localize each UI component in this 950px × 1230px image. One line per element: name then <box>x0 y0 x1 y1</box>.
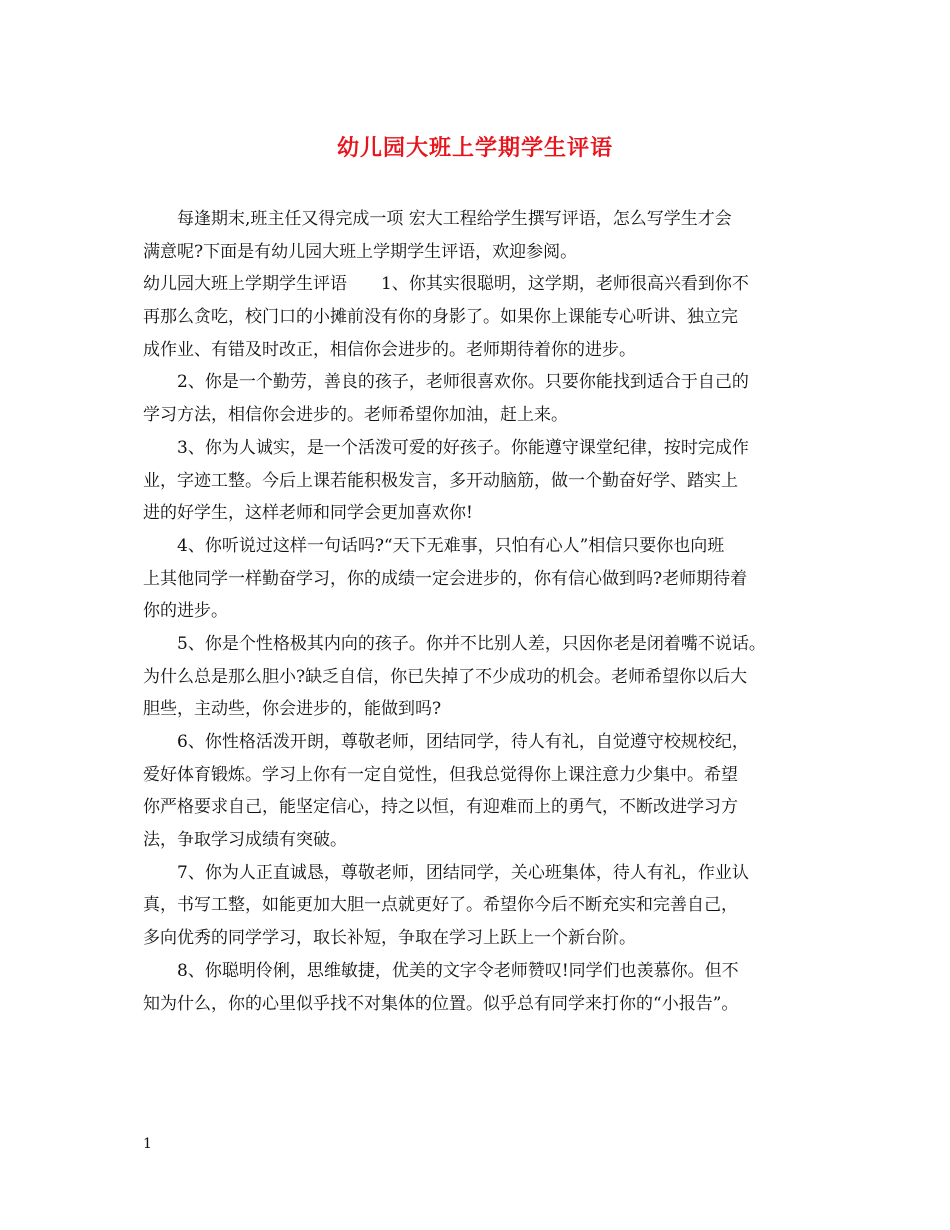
body-line: 真，书写工整，如能更加大胆一点就更好了。希望你今后不断充实和完善自己， <box>143 895 738 916</box>
body-line: 7、你为人正直诚恳，尊敬老师，团结同学，关心班集体，待人有礼，作业认 <box>143 862 749 883</box>
body-line: 5、你是个性格极其内向的孩子。你并不比别人差，只因你老是闭着嘴不说话。 <box>143 633 766 654</box>
body-line: 每逢期末,班主任又得完成一项 宏大工程给学生撰写评语，怎么写学生才会 <box>143 209 732 229</box>
document-title: 幼儿园大班上学期学生评语 <box>336 135 613 161</box>
body-line: 多向优秀的同学学习，取长补短，争取在学习上跃上一个新台阶。 <box>143 928 636 949</box>
body-line: 法，争取学习成绩有突破。 <box>143 830 347 851</box>
body-line: 6、你性格活泼开朗，尊敬老师，团结同学，待人有礼，自觉遵守校规校纪， <box>143 732 749 752</box>
body-line: 上其他同学一样勤奋学习，你的成绩一定会进步的，你有信心做到吗?老师期待着 <box>143 568 748 589</box>
body-line: 你严格要求自己，能坚定信心，持之以恒，有迎难而上的勇气，不断改进学习方 <box>143 797 738 818</box>
body-line: 3、你为人诚实，是一个活泼可爱的好孩子。你能遵守课堂纪律，按时完成作 <box>143 437 749 458</box>
body-line: 学习方法，相信你会进步的。老师希望你加油，赶上来。 <box>143 405 568 426</box>
body-line: 再那么贪吃，校门口的小摊前没有你的身影了。如果你上课能专心听讲、独立完 <box>143 307 738 328</box>
body-line: 知为什么，你的心里似乎找不对集体的位置。似乎总有同学来打你的“小报告”。 <box>143 993 739 1014</box>
body-line: 你的进步。 <box>143 601 228 622</box>
body-line: 为什么总是那么胆小?缺乏自信，你已失掉了不少成功的机会。老师希望你以后大 <box>143 666 748 687</box>
body-line: 爱好体育锻炼。学习上你有一定自觉性，但我总觉得你上课注意力少集中。希望 <box>143 764 738 785</box>
body-line: 进的好学生，这样老师和同学会更加喜欢你! <box>143 503 473 524</box>
body-line: 4、你听说过这样一句话吗?“天下无难事，只怕有心人”相信只要你也向班 <box>143 535 725 556</box>
page-number: 1 <box>143 1136 152 1152</box>
body-line: 8、你聪明伶俐，思维敏捷，优美的文字令老师赞叹!同学们也羡慕你。但不 <box>143 960 739 981</box>
body-line: 胆些，主动些，你会进步的，能做到吗? <box>143 699 442 720</box>
body-line: 成作业、有错及时改正，相信你会进步的。老师期待着你的进步。 <box>143 339 636 360</box>
body-line: 满意呢?下面是有幼儿园大班上学期学生评语，欢迎参阅。 <box>143 241 578 262</box>
document-body <box>143 203 813 1020</box>
body-line: 业，字迹工整。今后上课若能积极发言，多开动脑筋，做一个勤奋好学、踏实上 <box>143 470 738 491</box>
body-line: 幼儿园大班上学期学生评语 1、你其实很聪明，这学期，老师很高兴看到你不 <box>143 274 749 295</box>
body-line: 2、你是一个勤劳，善良的孩子，老师很喜欢你。只要你能找到适合于自己的 <box>143 372 749 393</box>
